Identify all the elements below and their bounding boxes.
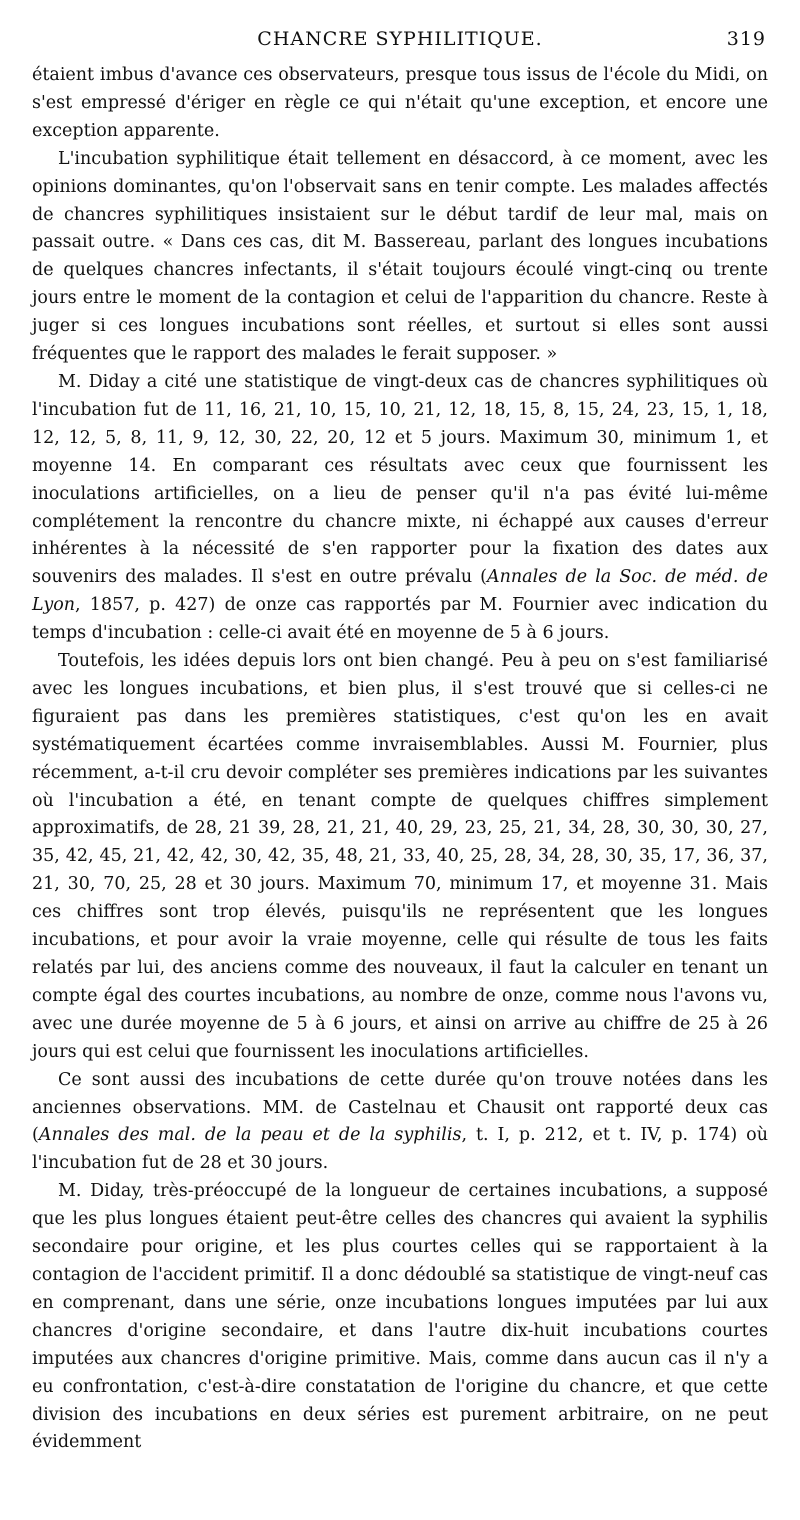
body-text [32, 62, 768, 1457]
text-run: étaient imbus d'avance ces observateurs, presque tous issus de l'école du Midi, on s'est empressé d'ériger en règle ce qui n'était qu'une exception, et encore une exception apparente. [32, 65, 768, 141]
paragraph [32, 369, 768, 648]
running-title: CHANCRE SYPHILITIQUE. [257, 28, 543, 50]
paragraph [32, 1067, 768, 1179]
paragraph [32, 648, 768, 1067]
text-run: , 1857, p. 427) de onze cas rapportés par M. Fournier avec indication du temps d'incubation : celle-ci avait été en moyenne de 5 à 6 jours. [32, 595, 768, 644]
text-run: Ce sont aussi des incubations de cette durée qu'on trouve notées dans les anciennes observations. MM. de Castelnau et Chausit ont rapporté deux cas ( [32, 1069, 768, 1146]
text-run: L'incubation syphilitique était tellement en désaccord, à ce moment, avec les opinions dominantes, qu'on l'observait sans en tenir compte. Les malades affectés de chancres syphilitiques insistaient sur le début tardif de leur mal, mais on passait outre. « Dans ces cas, dit M. Bassereau, parlant des longues incubations de quelques chancres infectants, il s'était toujours écoulé vingt-cinq ou trente jours entre le moment de la contagion et celui de l'apparition du chancre. Reste à juger si ces longues incubations sont réelles, et surtout si elles sont aussi fréquentes que le rapport des malades le ferait supposer. » [32, 148, 768, 365]
text-run: , t. I, p. 212, et t. IV, p. 174) où l'incubation fut de 28 et 30 jours. [32, 1125, 768, 1174]
text-run: M. Diday a cité une statistique de vingt-deux cas de chancres syphilitiques où l'incubation fut de 11, 16, 21, 10, 15, 10, 21, 12, 18, 15, 8, 15, 24, 23, 15, 1, 18, 12, 12, 5, 8, 11, 9, 12, 30, 22, 20, 12 et 5 jours. Maximum 30, minimum 1, et moyenne 14. En comparant ces résultats avec ceux que fournissent les inoculations artificielles, on a lieu de penser qu'il n'a pas évité lui-même complétement la rencontre du chancre mixte, ni échappé aux causes d'erreur inhérentes à la nécessité de s'en rapporter pour la fixation des dates aux souvenirs des malades. Il s'est en outre prévalu ( [32, 371, 768, 588]
text-run: Toutefois, les idées depuis lors ont bien changé. Peu à peu on s'est familiarisé avec les longues incubations, et bien plus, il s'est trouvé que si celles-ci ne figuraient pas dans les premières statistiques, c'est qu'on les en avait systématiquement écartées comme invraisemblables. Aussi M. Fournier, plus récemment, a-t-il cru devoir compléter ses premières indications par les suivantes où l'incubation a été, en tenant compte de quelques chiffres simplement approximatifs, de 28, 21 39, 28, 21, 21, 40, 29, 23, 25, 21, 34, 28, 30, 30, 30, 27, 35, 42, 45, 21, 42, 42, 30, 42, 35, 48, 21, 33, 40, 25, 28, 34, 28, 30, 35, 17, 36, 37, 21, 30, 70, 25, 28 et 30 jours. Maximum 70, minimum 17, et moyenne 31. Mais ces chiffres sont trop élevés, puisqu'ils ne représentent que les longues incubations, et pour avoir la vraie moyenne, celle qui résulte de tous les faits relatés par lui, des anciens comme des nouveaux, il faut la calculer en tenant un compte égal des courtes incubations, au nombre de onze, comme nous l'avons vu, avec une durée moyenne de 5 à 6 jours, et ainsi on arrive au chiffre de 25 à 26 jours qui est celui que fournissent les inoculations artificielles. [32, 651, 768, 1062]
text-run: M. Diday, très-préoccupé de la longueur de certaines incubations, a supposé que les plus longues étaient peut-être celles des chancres qui avaient la syphilis secondaire pour origine, et les plus courtes celles qui se rapportaient à la contagion de l'accident primitif. Il a donc dédoublé sa statistique de vingt-neuf cas en comprenant, dans une série, onze incubations longues imputées par lui aux chancres d'origine secondaire, et dans l'autre dix-huit incubations courtes imputées aux chancres d'origine primitive. Mais, comme dans aucun cas il n'y a eu confrontation, c'est-à-dire constatation de l'origine du chancre, et que cette division des incubations en deux séries est purement arbitraire, on ne peut évidemment [32, 1181, 768, 1453]
book-page [32, 28, 768, 1457]
paragraph [32, 1178, 768, 1457]
page-number: 319 [726, 28, 766, 50]
paragraph [32, 62, 768, 146]
paragraph [32, 146, 768, 369]
citation-title: Annales des mal. de la peau et de la syphilis [38, 1125, 462, 1146]
running-header [32, 28, 768, 58]
citation-title: Annales de la Soc. de méd. de Lyon [32, 567, 768, 616]
